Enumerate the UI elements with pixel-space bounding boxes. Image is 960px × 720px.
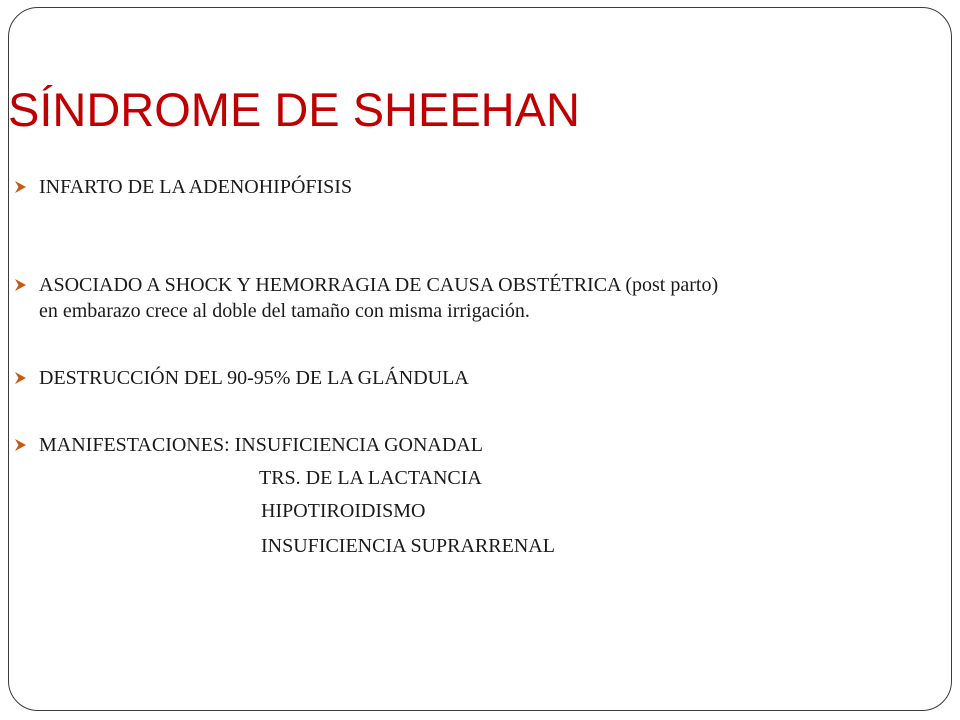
bullet-text: ASOCIADO A SHOCK Y HEMORRAGIA DE CAUSA OBSTÉTRICA (post parto): [39, 274, 719, 296]
slide-title: SÍNDROME DE SHEEHAN: [8, 83, 580, 136]
manifestation-item: TRS. DE LA LACTANCIA: [259, 467, 482, 489]
bullet-text: DESTRUCCIÓN DEL 90-95% DE LA GLÁNDULA: [39, 367, 469, 389]
arrow-bullet-icon: [15, 279, 26, 291]
manifestation-item: INSUFICIENCIA SUPRARRENAL: [261, 535, 555, 557]
arrow-bullet-icon: [15, 181, 26, 193]
bullet-text: INFARTO DE LA ADENOHIPÓFISIS: [39, 176, 353, 198]
arrow-bullet-icon: [15, 439, 26, 451]
bullet-text: MANIFESTACIONES: INSUFICIENCIA GONADAL: [39, 434, 483, 456]
manifestation-item: HIPOTIROIDISMO: [261, 500, 426, 522]
bullet-continuation: en embarazo crece al doble del tamaño con misma irrigación.: [39, 300, 530, 322]
arrow-bullet-icon: [15, 372, 26, 384]
